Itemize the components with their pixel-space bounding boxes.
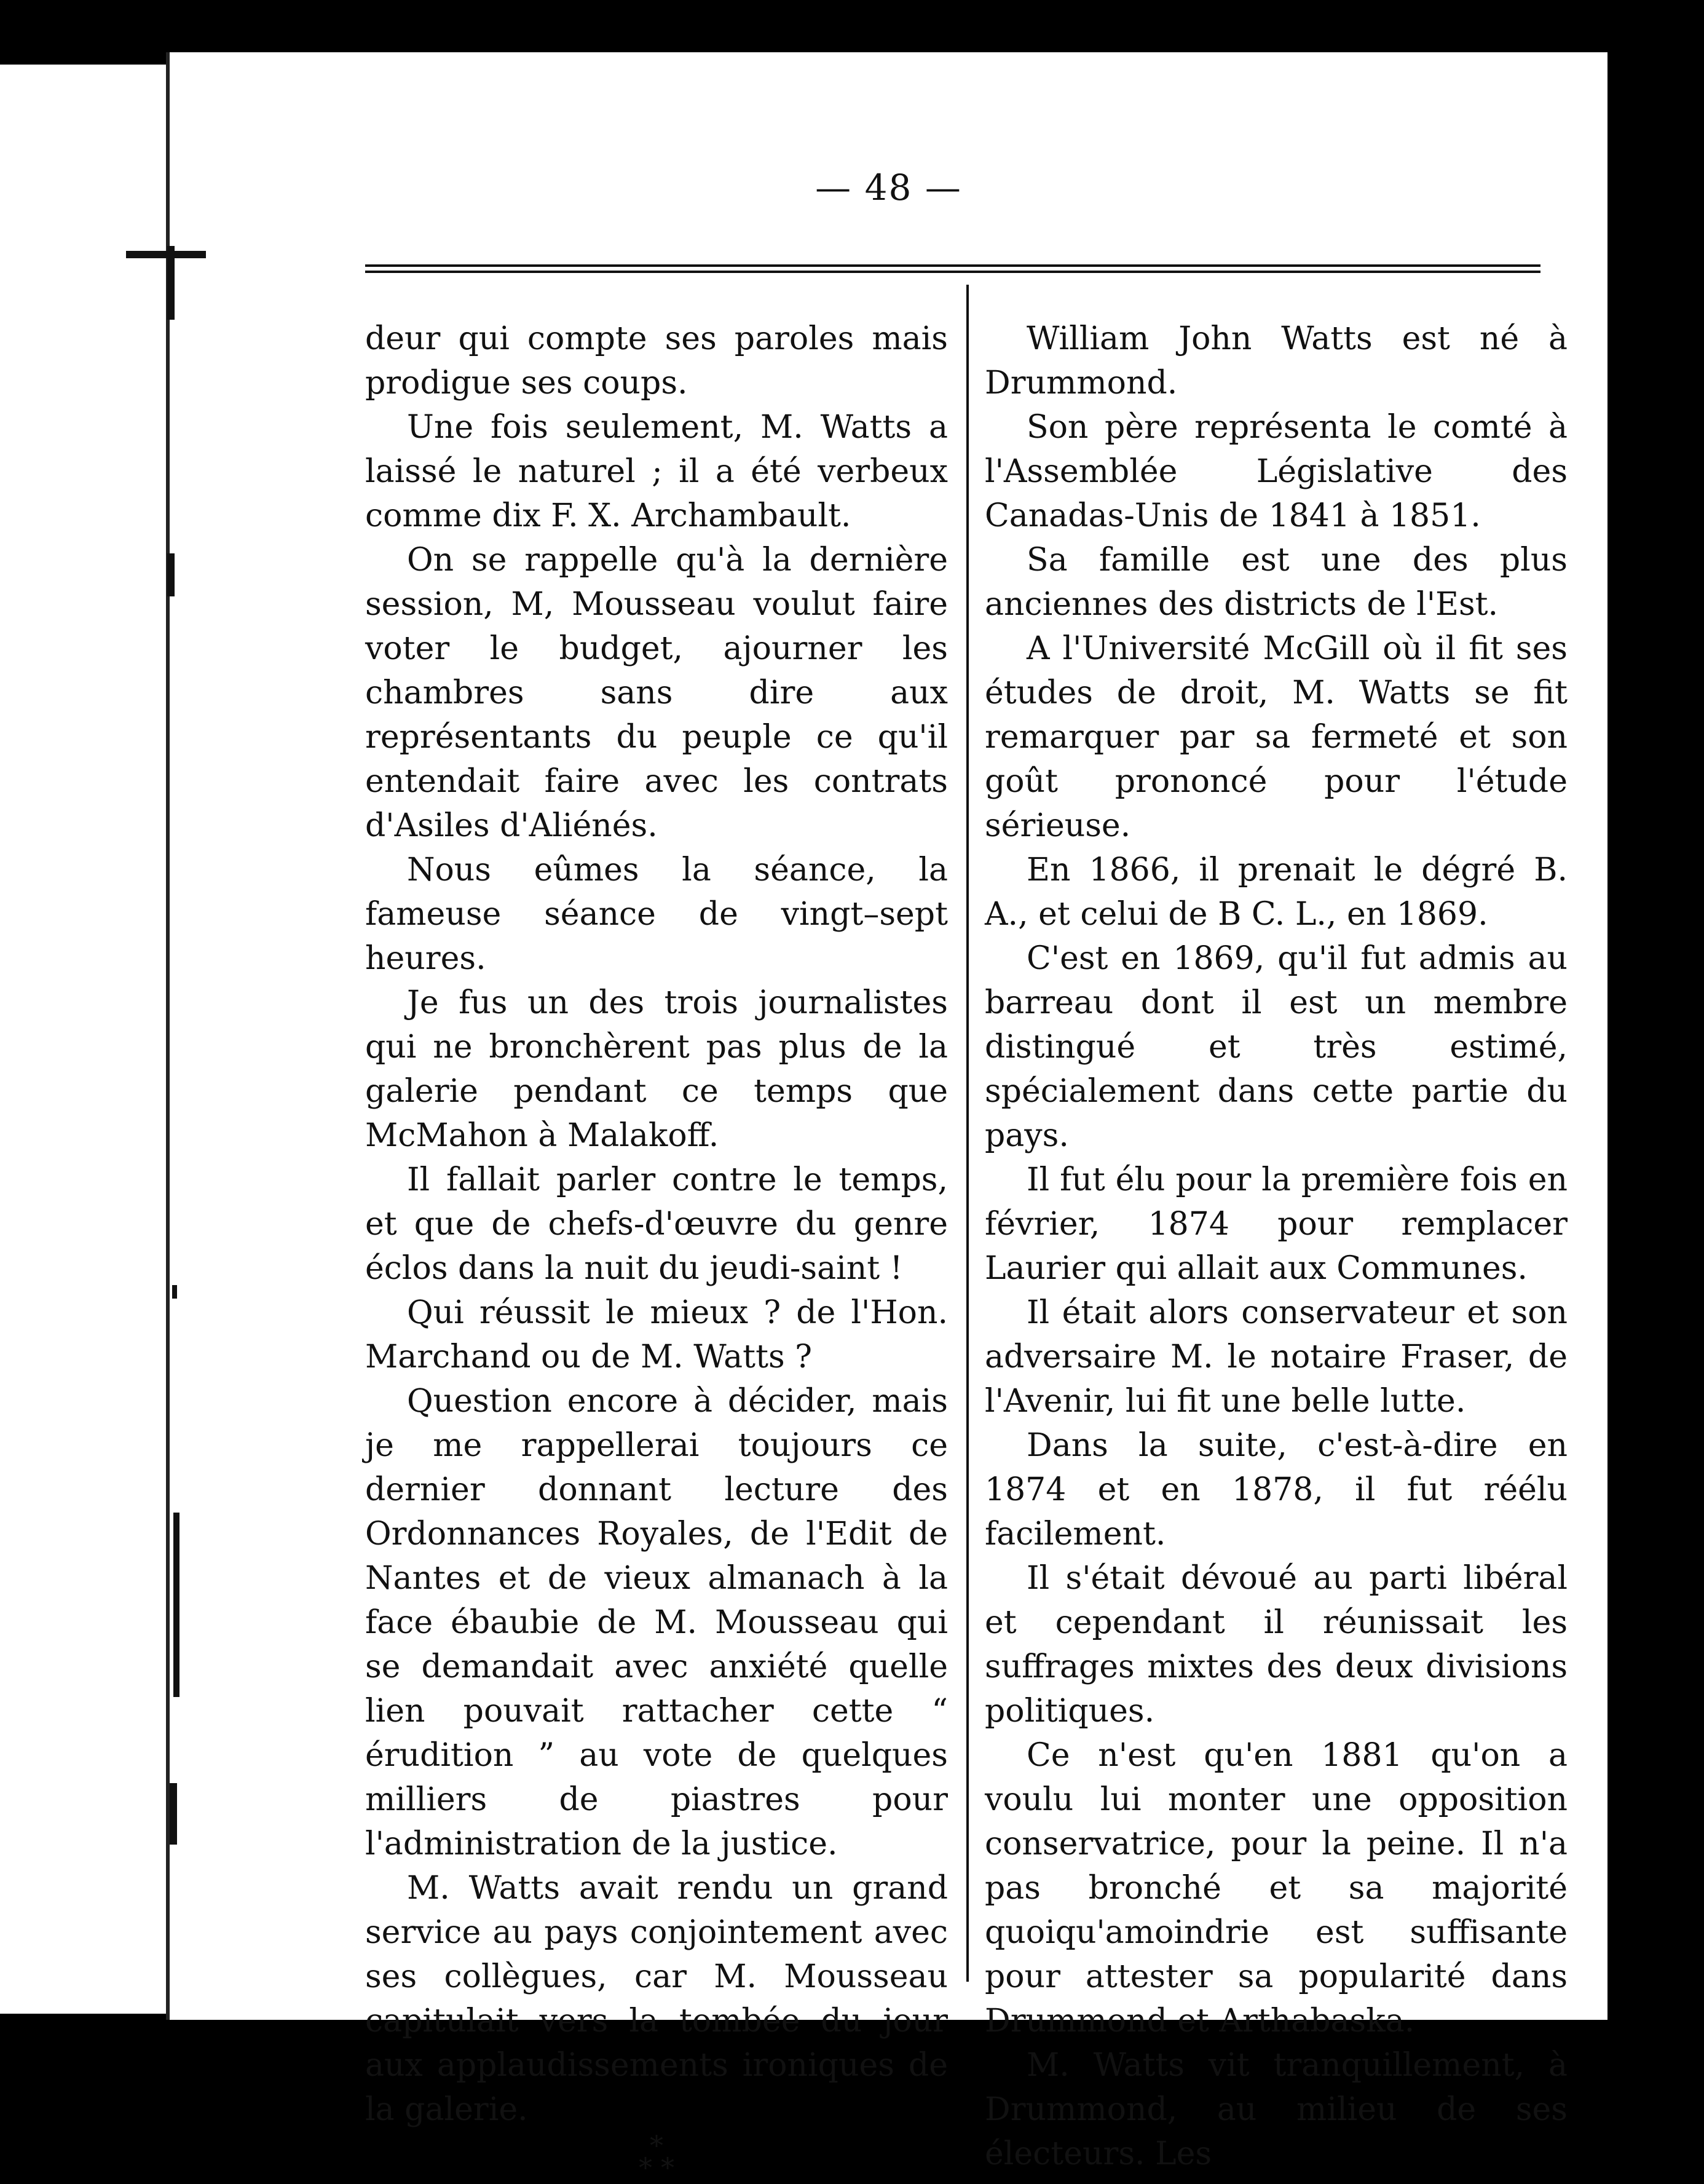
paragraph: Dans la suite, c'est-à-dire en 1874 et en 1878, il fut réélu facilement. (985, 1427, 1568, 1553)
column-divider (966, 285, 969, 1982)
left-column (365, 317, 948, 2184)
paragraph: deur qui compte ses paroles mais prodigue ses coups. (365, 320, 948, 402)
paragraph: Il était alors conservateur et son adversaire M. le notaire Fraser, de l'Avenir, lui fit une belle lutte. (985, 1294, 1568, 1420)
asterism-bottom: * * (639, 2153, 674, 2184)
paragraph: A l'Université McGill où il fit ses études de droit, M. Watts se fit remarquer par sa fermeté et son goût prononcé pour l'étude sérieuse. (985, 630, 1568, 844)
binding-mark (173, 1513, 179, 1697)
paragraph: William John Watts est né à Drummond. (985, 320, 1568, 402)
header-rule (365, 264, 1540, 273)
paragraph: C'est en 1869, qu'il fut admis au barreau dont il est un membre distingué et très estimé, spécialement dans cette partie du pays. (985, 940, 1568, 1154)
paragraph: Sa famille est une des plus anciennes des districts de l'Est. (985, 542, 1568, 623)
section-asterism (365, 2131, 948, 2184)
paragraph: Une fois seulement, M. Watts a laissé le naturel ; il a été verbeux comme dix F. X. Archambault. (365, 409, 948, 534)
paragraph: Je fus un des trois journalistes qui ne bronchèrent pas plus de la galerie pendant ce temps que McMahon à Malakoff. (365, 984, 948, 1154)
binding-mark (167, 553, 175, 596)
binding-mark (170, 1783, 177, 1845)
right-column (985, 317, 1568, 2176)
previous-page-edge (0, 65, 166, 2014)
binding-mark (172, 1285, 177, 1299)
binding-mark (126, 251, 206, 258)
paragraph: Ce n'est qu'en 1881 qu'on a voulu lui monter une opposition conservatrice, pour la peine. Il n'a pas bronché et sa majorité quoiqu'amoindrie est suffisante pour attester sa popularité dans Drummond et Arthabaska. (985, 1737, 1568, 2040)
paragraph: On se rappelle qu'à la dernière session, M, Mousseau voulut faire voter le budget, ajourner les chambres sans dire aux représentants du peuple ce qu'il entendait faire avec les contrats d'Asiles d'Aliénés. (365, 542, 948, 844)
paragraph: Il s'était dévoué au parti libéral et cependant il réunissait les suffrages mixtes des deux divisions politiques. (985, 1560, 1568, 1730)
paragraph: En 1866, il prenait le dégré B. A., et celui de B C. L., en 1869. (985, 852, 1568, 933)
paragraph: Son père représenta le comté à l'Assemblée Législative des Canadas-Unis de 1841 à 1851. (985, 409, 1568, 534)
paragraph: Qui réussit le mieux ? de l'Hon. Marchand ou de M. Watts ? (365, 1294, 948, 1375)
asterism-top: * (650, 2131, 663, 2162)
book-page (166, 52, 1607, 2184)
paragraph: M. Watts vit tranquillement, à Drummond, au milieu de ses électeurs. Les (985, 2047, 1568, 2172)
paragraph: Question encore à décider, mais je me rappellerai toujours ce dernier donnant lecture des Ordonnances Royales, de l'Edit de Nantes et de vieux almanach à la face ébaubie de M. Mousseau qui se demandait avec anxiété quelle lien pouvait rattacher cette “ érudition ” au vote de quelques milliers de piastres pour l'administration de la justice. (365, 1383, 948, 1862)
paragraph: Il fallait parler contre le temps, et que de chefs-d'œuvre du genre éclos dans la nuit du jeudi-saint ! (365, 1161, 948, 1287)
paragraph: Il fut élu pour la première fois en février, 1874 pour remplacer Laurier qui allait aux Communes. (985, 1161, 1568, 1287)
paragraph: M. Watts avait rendu un grand service au pays conjointement avec ses collègues, car M. Mousseau capitulait vers la tombée du jour aux applaudissements ironiques de la galerie. (365, 1870, 948, 2128)
page-number: — 48 — (815, 167, 962, 208)
paragraph: Nous eûmes la séance, la fameuse séance de vingt–sept heures. (365, 852, 948, 977)
